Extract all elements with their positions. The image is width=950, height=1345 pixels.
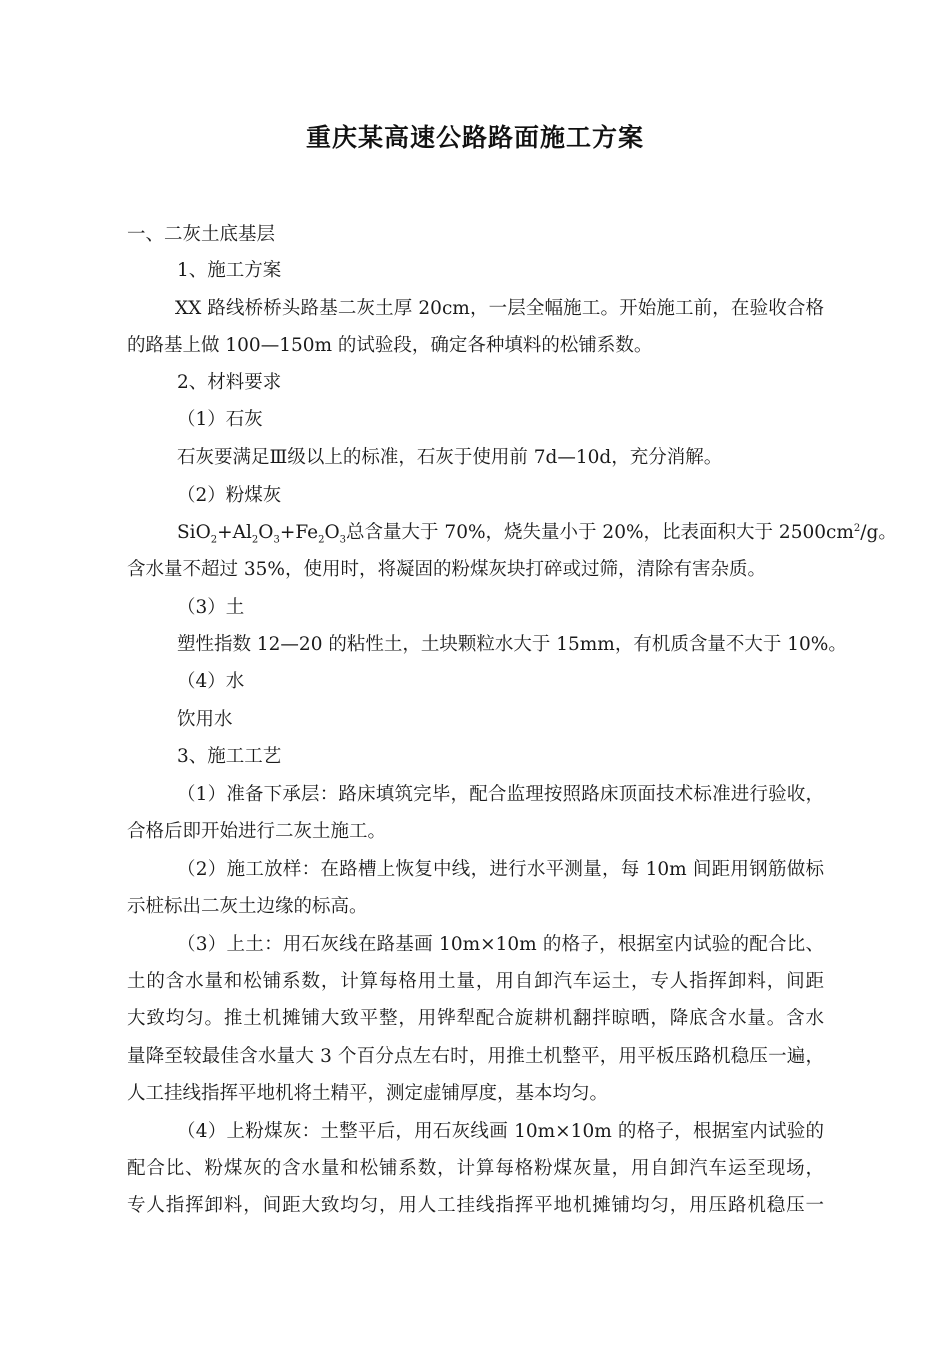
paragraph-line: 配合比、粉煤灰的含水量和松铺系数，计算每格粉煤灰量，用自卸汽车运至现场，: [127, 1158, 824, 1179]
formula-text: /g。: [860, 522, 897, 543]
subsection-heading: 2、材料要求: [177, 372, 282, 393]
paragraph-line: （4）上粉煤灰：土整平后，用石灰线画 10m×10m 的格子，根据室内试验的: [177, 1121, 824, 1142]
formula-line: [177, 521, 897, 545]
subsection-heading: 1、施工方案: [177, 260, 282, 281]
paragraph-line: （3）上土：用石灰线在路基画 10m×10m 的格子，根据室内试验的配合比、: [177, 934, 824, 955]
document-title: 重庆某高速公路路面施工方案: [305, 123, 644, 152]
paragraph-line: 石灰要满足Ⅲ级以上的标准，石灰于使用前 7d—10d，充分消解。: [177, 447, 723, 468]
formula-text: O: [258, 522, 274, 543]
paragraph-line: 示桩标出二灰土边缘的标高。: [127, 896, 368, 917]
formula-text: SiO: [177, 522, 211, 543]
paragraph-line: 合格后即开始进行二灰土施工。: [127, 821, 387, 842]
paragraph-line: XX 路线桥桥头路基二灰土厚 20cm，一层全幅施工。开始施工前，在验收合格: [175, 298, 824, 319]
item-heading: （4）水: [177, 671, 245, 692]
paragraph-line: 量降至较最佳含水量大 3 个百分点左右时，用推土机整平，用平板压路机稳压一遍，: [127, 1046, 824, 1067]
formula-subscript: 3: [339, 534, 347, 546]
item-heading: （1）石灰: [177, 409, 263, 430]
formula-text: 总含量大于 70%，烧失量小于 20%，比表面积大于 2500cm: [346, 522, 854, 543]
paragraph-line: （1）准备下承层：路床填筑完毕，配合监理按照路床顶面技术标准进行验收，: [177, 784, 824, 805]
formula-subscript: 2: [251, 534, 259, 546]
formula-subscript: 3: [273, 534, 280, 546]
paragraph-line: 含水量不超过 35%，使用时，将凝固的粉煤灰块打碎或过筛，清除有害杂质。: [127, 559, 767, 580]
paragraph-line: 专人指挥卸料，间距大致均匀，用人工挂线指挥平地机摊铺均匀，用压路机稳压一: [127, 1195, 824, 1216]
formula-subscript: 2: [210, 534, 218, 546]
section-heading: 一、二灰土底基层: [127, 224, 276, 245]
subsection-heading: 3、施工工艺: [177, 746, 282, 767]
formula-text: O: [324, 522, 340, 543]
formula-subscript: 2: [318, 534, 325, 546]
item-heading: （2）粉煤灰: [177, 485, 282, 506]
paragraph-line: 塑性指数 12—20 的粘性土，土块颗粒水大于 15mm，有机质含量不大于 10%。: [177, 634, 847, 655]
formula-superscript: 2: [853, 522, 861, 534]
formula-text: +Fe: [279, 522, 319, 543]
formula-text: +Al: [217, 522, 252, 543]
paragraph-line: （2）施工放样：在路槽上恢复中线，进行水平测量，每 10m 间距用钢筋做标: [177, 859, 824, 880]
item-heading: （3）土: [177, 597, 245, 618]
paragraph-line: 人工挂线指挥平地机将土精平，测定虚铺厚度，基本均匀。: [127, 1083, 609, 1104]
paragraph-line: 大致均匀。推土机摊铺大致平整，用铧犁配合旋耕机翻拌晾晒，降底含水量。含水: [127, 1008, 824, 1029]
paragraph-line: 的路基上做 100—150m 的试验段，确定各种填料的松铺系数。: [127, 335, 653, 356]
paragraph-line: 饮用水: [177, 709, 233, 730]
paragraph-line: 土的含水量和松铺系数，计算每格用土量，用自卸汽车运土，专人指挥卸料，间距: [127, 971, 824, 992]
